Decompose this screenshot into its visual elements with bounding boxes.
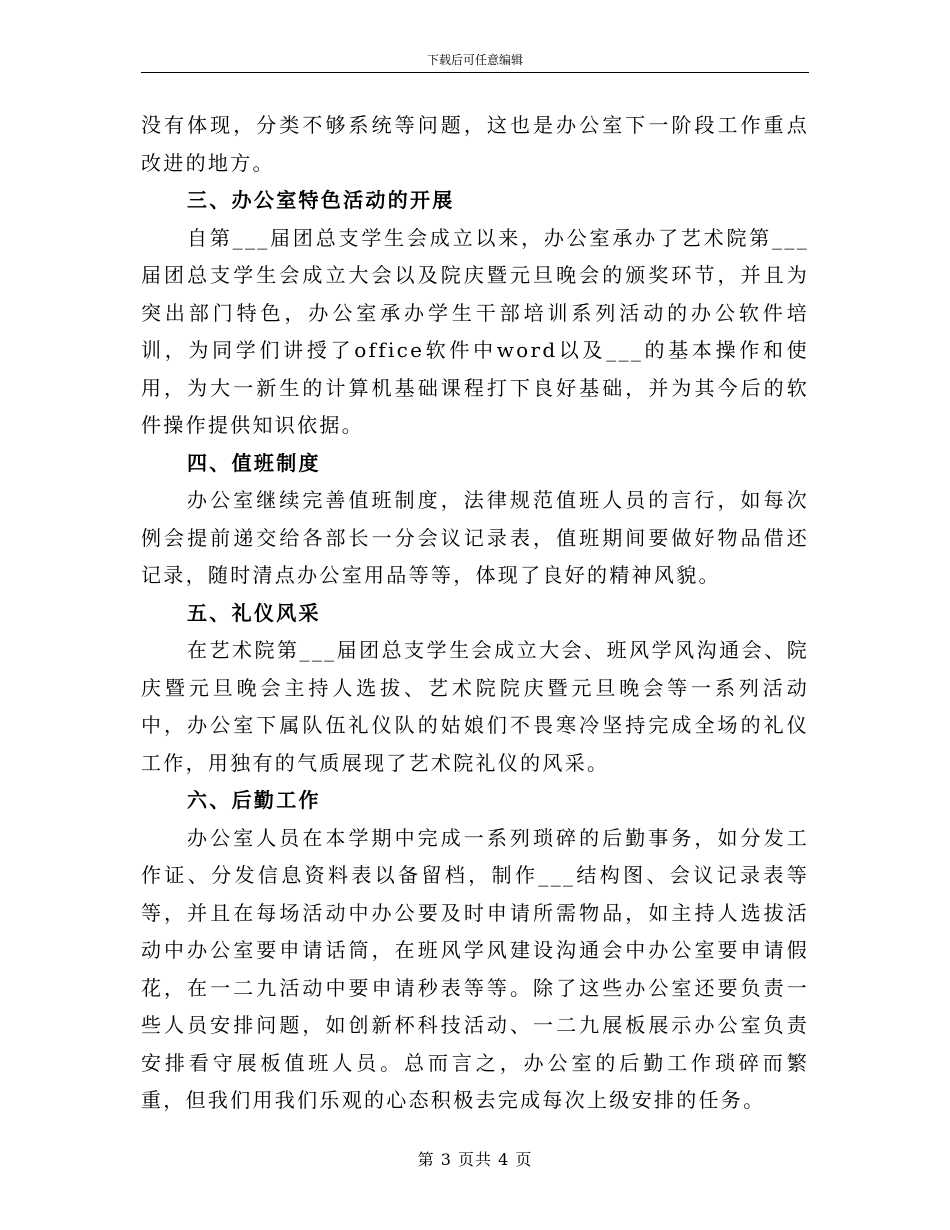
header-divider <box>141 72 809 73</box>
page-number: 第 3 页共 4 页 <box>417 1150 533 1169</box>
section-heading-3: 三、办公室特色活动的开展 <box>187 188 455 212</box>
page-header: 下载后可任意编辑 <box>426 53 523 67</box>
section-heading-4: 四、值班制度 <box>187 450 321 475</box>
paragraph-continued: 没有体现，分类不够系统等问题，这也是办公室下一阶段工作重点改进的地方。 <box>141 113 809 175</box>
document-body <box>141 107 809 1120</box>
paragraph-section-4: 办公室继续完善值班制度，法律规范值班人员的言行，如每次例会提前递交给各部长一分会议记录表，值班期间要做好物品借还记录，随时清点办公室用品等等，体现了良好的精神风貌。 <box>141 488 809 587</box>
paragraph-section-6: 办公室人员在本学期中完成一系列琐碎的后勤事务，如分发工作证、分发信息资料表以备留档，制作___结构图、会议记录表等等，并且在每场活动中办公要及时申请所需物品，如主持人选拔活动中办公室要申请话筒，在班风学风建设沟通会中办公室要申请假花，在一二九活动中要申请秒表等等。除了这些办公室还要负责一些人员安排问题，如创新杯科技活动、一二九展板展示办公室负责安排看守展板值班人员。总而言之，办公室的后勤工作琐碎而繁重，但我们用我们乐观的心态积极去完成每次上级安排的任务。 <box>141 825 809 1112</box>
section-heading-5: 五、礼仪风采 <box>187 600 321 625</box>
paragraph-section-5: 在艺术院第___届团总支学生会成立大会、班风学风沟通会、院庆暨元旦晚会主持人选拔、艺术院院庆暨元旦晚会等一系列活动中，办公室下属队伍礼仪队的姑娘们不畏寒冷坚持完成全场的礼仪工作，用独有的气质展现了艺术院礼仪的风采。 <box>141 638 809 775</box>
paragraph-section-3: 自第___届团总支学生会成立以来，办公室承办了艺术院第___届团总支学生会成立大会以及院庆暨元旦晚会的颁奖环节，并且为突出部门特色，办公室承办学生干部培训系列活动的办公软件培训，为同学们讲授了office软件中word以及___的基本操作和使用，为大一新生的计算机基础课程打下良好基础，并为其今后的软件操作提供知识依据。 <box>141 225 809 437</box>
section-heading-6: 六、后勤工作 <box>187 788 321 812</box>
